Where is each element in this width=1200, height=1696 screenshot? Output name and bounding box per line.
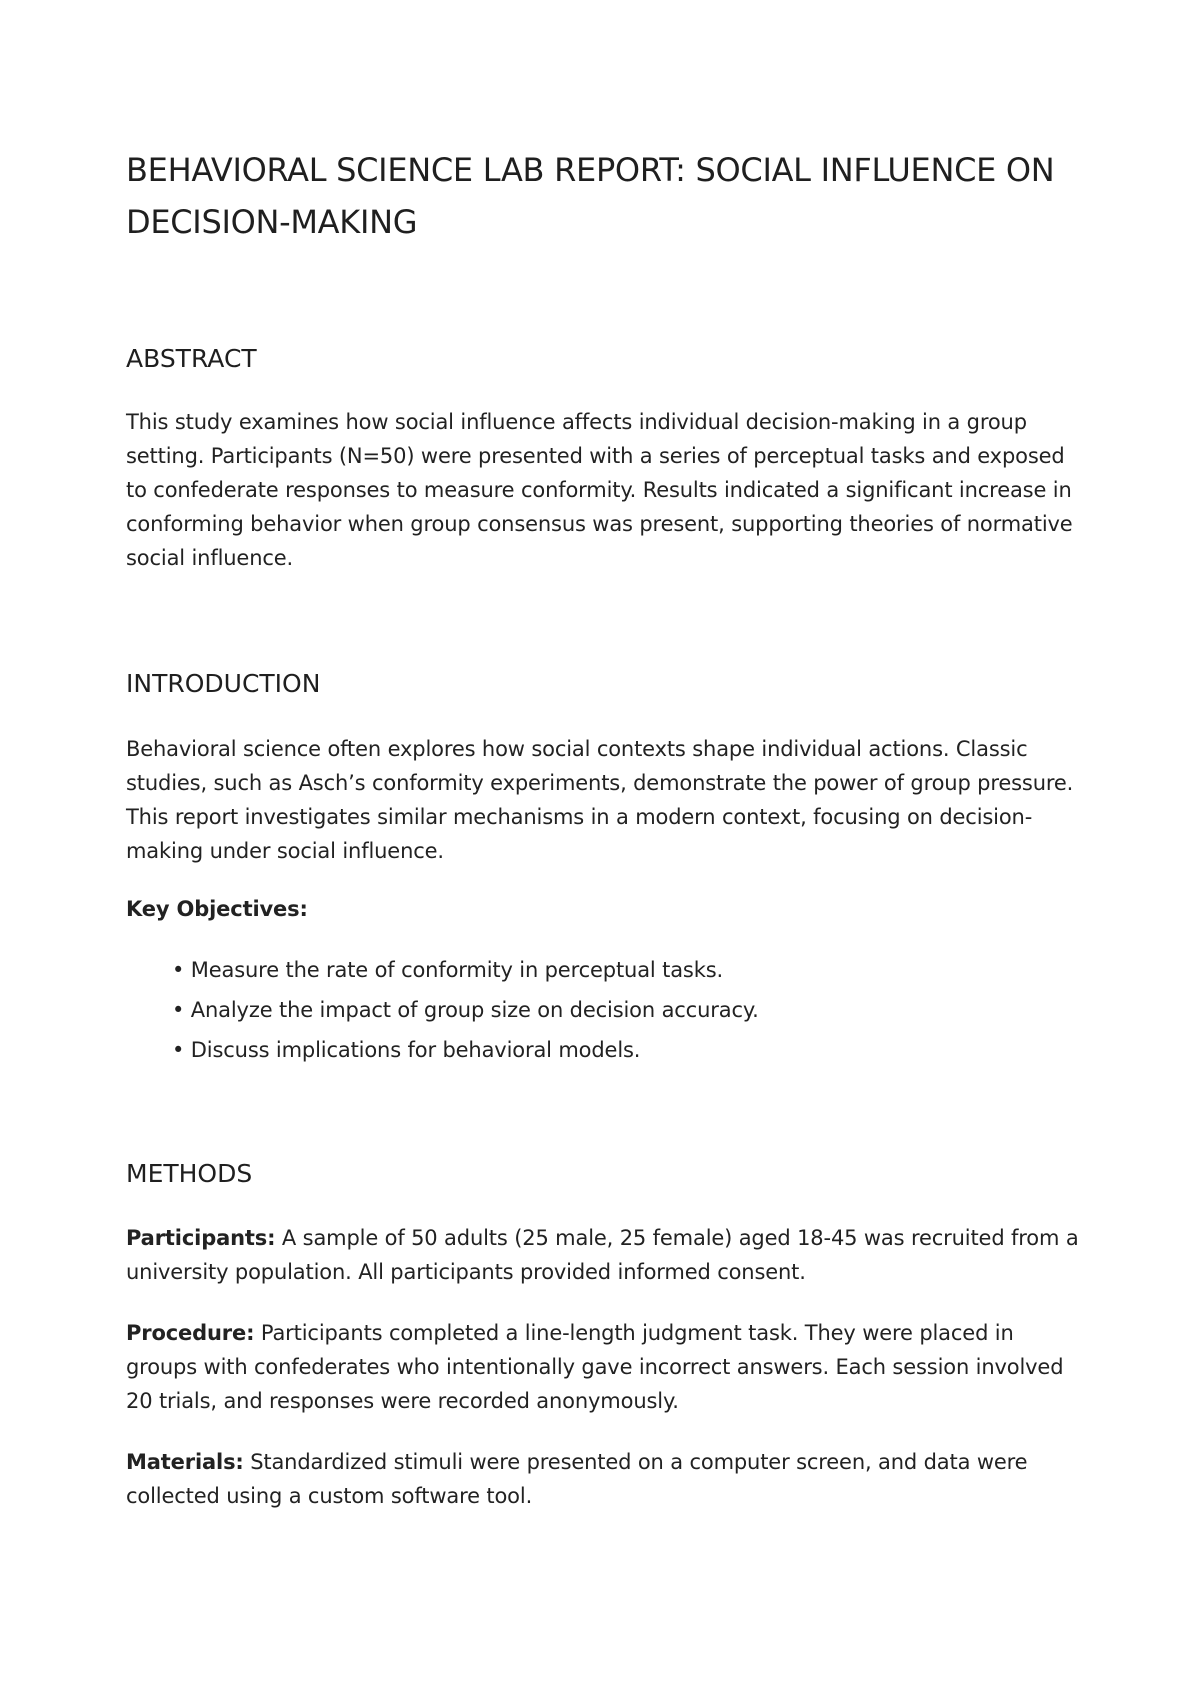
- participants-label: Participants:: [126, 1226, 276, 1250]
- list-item: • Analyze the impact of group size on decision accuracy.: [172, 998, 759, 1022]
- list-item: • Discuss implications for behavioral models.: [172, 1038, 641, 1062]
- introduction-heading: INTRODUCTION: [126, 669, 321, 698]
- methods-materials: [126, 1445, 1086, 1513]
- abstract-heading: ABSTRACT: [126, 344, 257, 373]
- report-title: BEHAVIORAL SCIENCE LAB REPORT: SOCIAL INFLUENCE ON DECISION-MAKING: [126, 151, 1055, 241]
- abstract-body: This study examines how social influence affects individual decision-making in a group setting. Participants (N=50) were presented with a series of perceptual tasks and exposed to confederate responses to measure conformity. Results indicated a significant increase in conforming behavior when group consensus was present, supporting theories of normative social influence.: [126, 410, 1073, 570]
- materials-text: Standardized stimuli were presented on a computer screen, and data were collected using a custom software tool.: [126, 1450, 1028, 1508]
- methods-participants: [126, 1221, 1086, 1289]
- methods-procedure: [126, 1316, 1086, 1418]
- procedure-label: Procedure:: [126, 1321, 255, 1345]
- procedure-text: Participants completed a line-length judgment task. They were placed in groups with confederates who intentionally gave incorrect answers. Each session involved 20 trials, and responses were recorded anonymously.: [126, 1321, 1064, 1413]
- objectives-list: [172, 950, 759, 1070]
- participants-text: A sample of 50 adults (25 male, 25 female) aged 18-45 was recruited from a university population. All participants provided informed consent.: [126, 1226, 1079, 1284]
- list-item: • Measure the rate of conformity in perceptual tasks.: [172, 958, 724, 982]
- key-objectives-label: Key Objectives:: [126, 897, 308, 921]
- introduction-body: Behavioral science often explores how social contexts shape individual actions. Classic studies, such as Asch’s conformity experiments, demonstrate the power of group pressure. This report investigates similar mechanisms in a modern context, focusing on decision-making under social influence.: [126, 737, 1074, 863]
- materials-label: Materials:: [126, 1450, 244, 1474]
- methods-heading: METHODS: [126, 1159, 253, 1188]
